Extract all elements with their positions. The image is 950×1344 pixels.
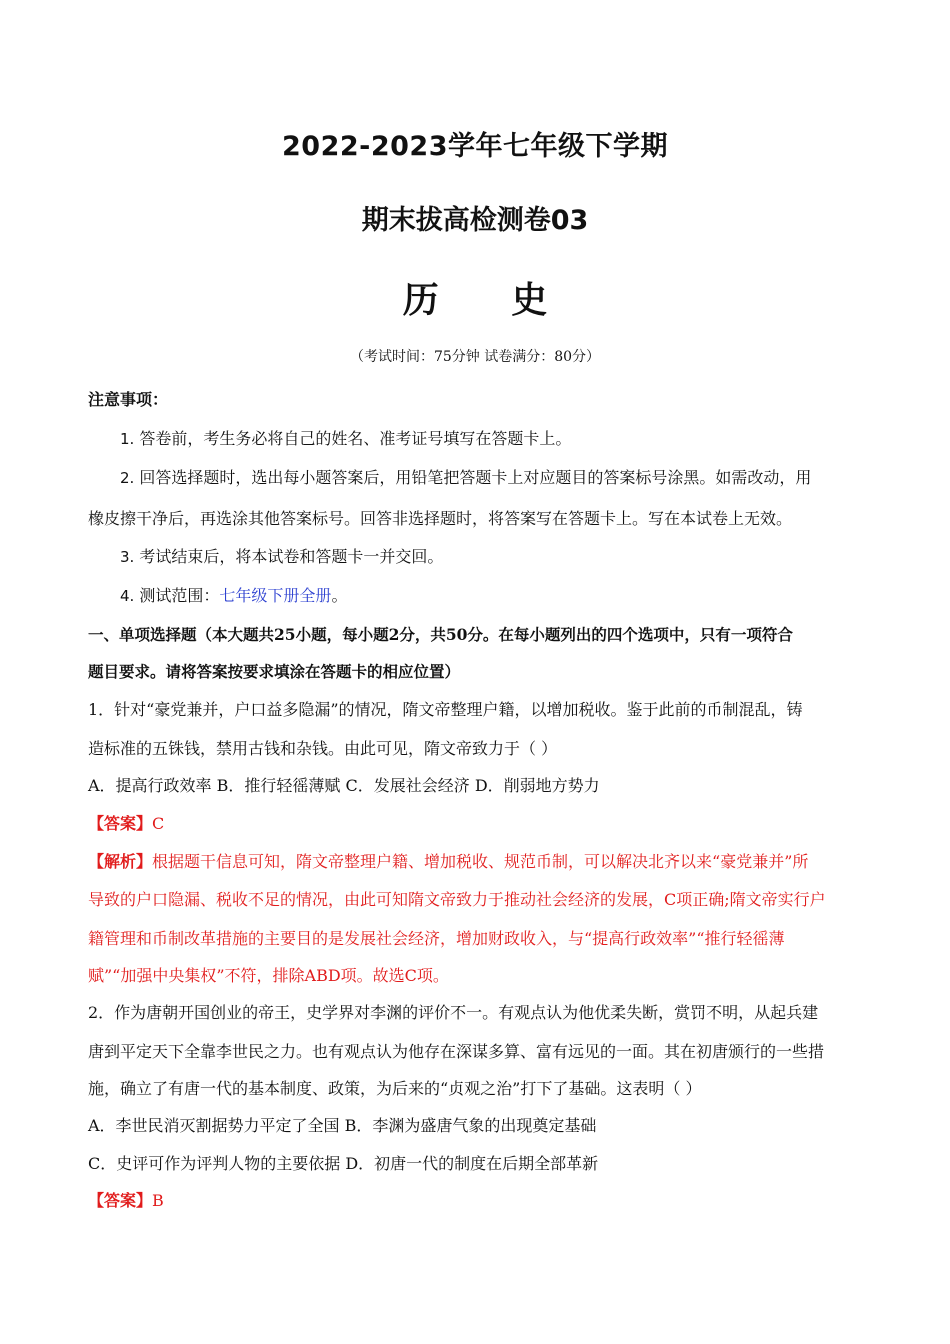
notice-item-number: 4. [120,587,135,605]
notice-item-text: 回答选择题时，选出每小题答案后，用铅笔把答题卡上对应题目的答案标号涂黑。如需改动，用 [139,468,812,487]
subject-title: 历 史 [402,280,578,321]
analysis-text: 根据题干信息可知，隋文帝整理户籍、增加税收、规范币制，可以解决北齐以来“豪党兼并”所 [152,852,809,871]
section-heading: 一、单项选择题（本大题共25小题，每小题2分，共50分。在每小题列出的四个选项中，只有一项符合 [88,625,793,644]
notice-item-2-cont: 橡皮擦干净后，再选涂其他答案标号。回答非选择题时，将答案写在答题卡上。写在本试卷上无效。 [88,509,793,528]
answer-label: 【答案】 [88,814,153,833]
notice-item-3 [120,544,900,567]
notice-heading: 注意事项： [88,390,169,409]
section-heading-cont: 题目要求。请将答案按要求填涂在答题卡的相应位置） [88,662,461,681]
exam-info: （考试时间：75分钟 试卷满分：80分） [349,349,601,365]
answer-value: B [152,1191,164,1210]
test-scope: 七年级下册全册 [219,586,332,605]
analysis-label: 【解析】 [88,852,153,871]
question-1-analysis-line-2: 导致的户口隐漏、税收不足的情况，由此可知隋文帝致力于推动社会经济的发展，C项正确;隋文帝实行户 [88,890,826,909]
question-2-answer [88,1188,868,1211]
question-1-stem-cont: 造标准的五铢钱，禁用古钱和杂钱。由此可见，隋文帝致力于（ ） [88,739,558,758]
question-1-analysis-line-3: 籍管理和币制改革措施的主要目的是发展社会经济，增加财政收入，与“提高行政效率”“推行轻徭薄 [88,929,785,948]
question-2-options-row-1: A．李世民消灭割据势力平定了全国 B．李渊为盛唐气象的出现奠定基础 [88,1116,597,1135]
notice-item-text: 测试范围： [139,586,220,605]
notice-item-text: 答卷前，考生务必将自己的姓名、准考证号填写在答题卡上。 [139,429,572,448]
answer-value: C [152,814,165,833]
question-2-stem-cont-2: 施，确立了有唐一代的基本制度、政策，为后来的“贞观之治”打下了基础。这表明（ ） [88,1079,702,1098]
notice-item-number: 2. [120,469,135,487]
question-1-stem: 1．针对“豪党兼并，户口益多隐漏”的情况，隋文帝整理户籍，以增加税收。鉴于此前的币制混乱，铸 [88,700,803,719]
exam-title-line1: 2022-2023学年七年级下学期 [282,131,668,162]
notice-item-number: 3. [120,548,135,566]
question-1-analysis-line-1 [88,849,868,872]
question-2-stem-cont-1: 唐到平定天下全靠李世民之力。也有观点认为他存在深谋多算、富有远见的一面。其在初唐颁行的一些措 [88,1042,825,1061]
answer-label: 【答案】 [88,1191,153,1210]
notice-item-4 [120,583,900,606]
notice-item-1 [120,426,900,449]
notice-item-2 [120,465,850,488]
exam-title-line2: 期末拔高检测卷03 [361,205,589,236]
notice-item-suffix: 。 [331,586,348,605]
question-1-options: A．提高行政效率 B．推行轻徭薄赋 C．发展社会经济 D．削弱地方势力 [88,776,600,795]
question-1-answer [88,811,868,834]
question-1-analysis-line-4: 赋”“加强中央集权”不符，排除ABD项。故选C项。 [88,966,449,985]
notice-item-number: 1. [120,430,135,448]
notice-item-text: 考试结束后，将本试卷和答题卡一并交回。 [139,547,444,566]
question-2-options-row-2: C．史评可作为评判人物的主要依据 D．初唐一代的制度在后期全部革新 [88,1154,599,1173]
question-2-stem: 2．作为唐朝开国创业的帝王，史学界对李渊的评价不一。有观点认为他优柔失断，赏罚不明，从起兵建 [88,1003,819,1022]
